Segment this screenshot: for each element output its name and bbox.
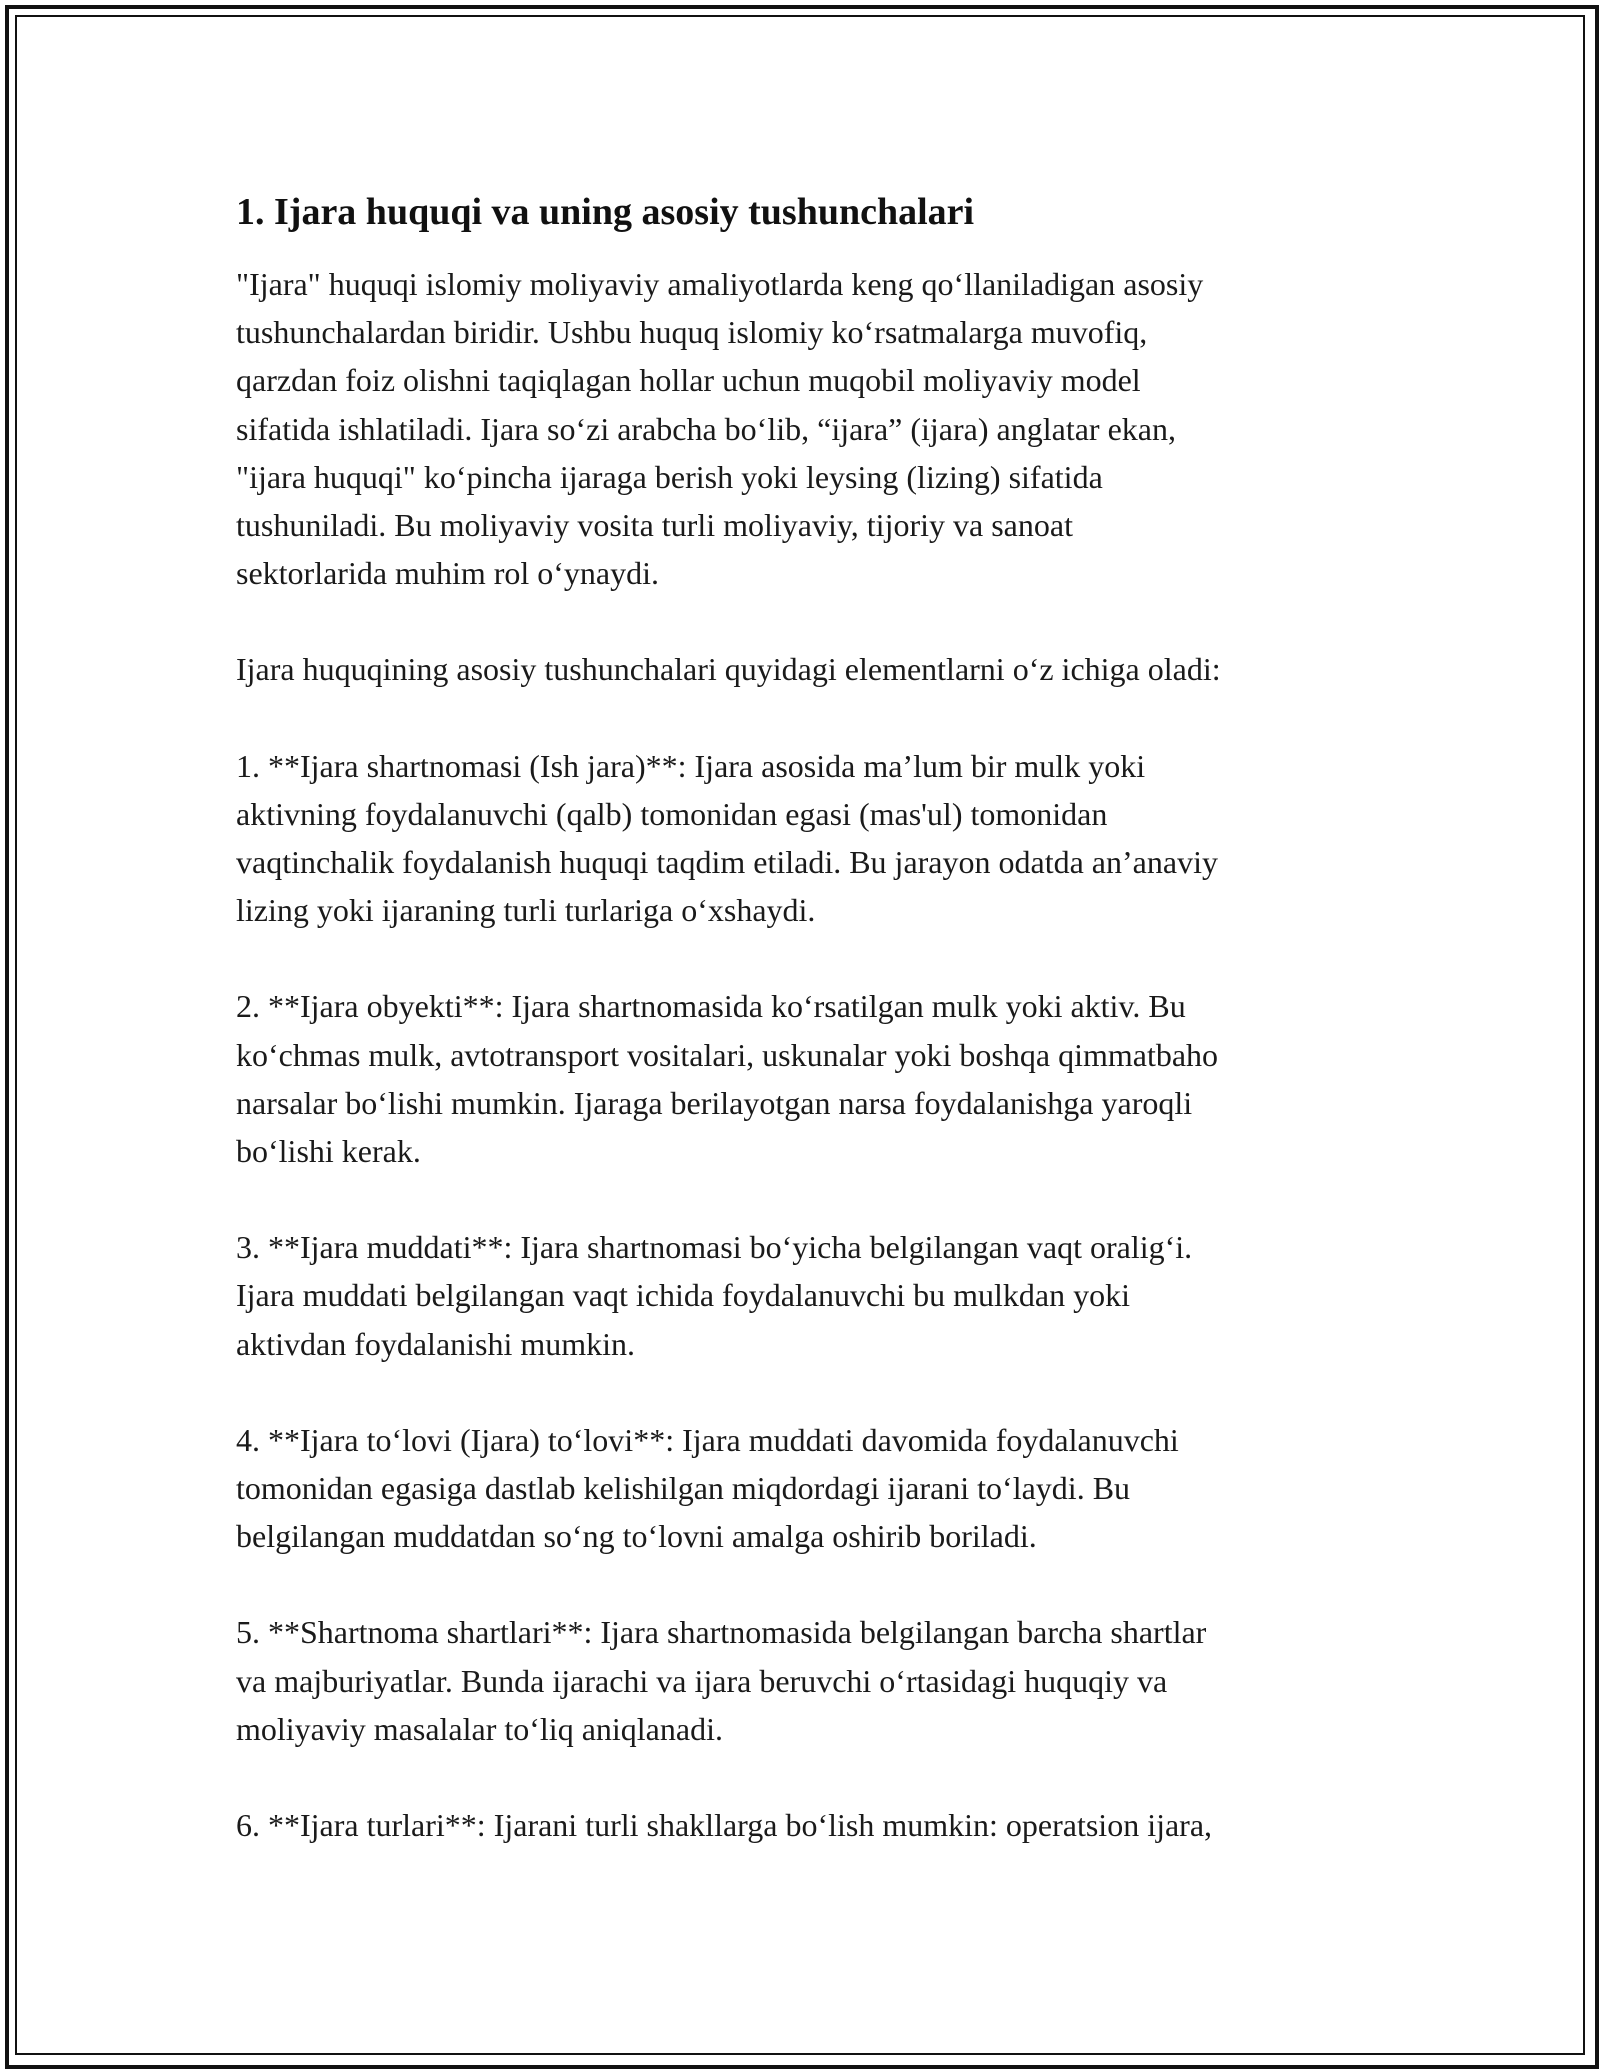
intro-paragraph: "Ijara" huquqi islomiy moliyaviy amaliyotlarda keng qo‘llaniladigan asosiy tushunchalardan biridir. Ushbu huquq islomiy ko‘rsatmalarga muvofiq, qarzdan foiz olishni taqiqlagan hollar uchun muqobil moliyaviy model sifatida ishlatiladi. Ijara so‘zi arabcha bo‘lib, “ijara” (ijara) anglatar ekan, "ijara huquqi" ko‘pincha ijaraga berish yoki leysing (lizing) sifatida tushuniladi. Bu moliyaviy vosita turli moliyaviy, tijoriy va sanoat sektorlarida muhim rol o‘ynaydi. [236,266,1204,592]
list-item-shartnoma-shartlari: 5. **Shartnoma shartlari**: Ijara shartnomasida belgilangan barcha shartlar va majburiyatlar. Bunda ijarachi va ijara beruvchi o‘rtasidagi huquqiy va moliyaviy masalalar to‘liq aniqlanadi. [236,1614,1207,1747]
section-heading: 1. Ijara huquqi va uning asosiy tushunchalari [236,191,975,233]
list-item-ijara-tolovi: 4. **Ijara to‘lovi (Ijara) to‘lovi**: Ijara muddati davomida foydalanuvchi tomonidan egasiga dastlab kelishilgan miqdordagi ijarani to‘laydi. Bu belgilangan muddatdan so‘ng to‘lovni amalga oshirib boriladi. [236,1421,1179,1555]
concepts-lead-paragraph: Ijara huquqining asosiy tushunchalari quyidagi elementlarni o‘z ichiga oladi: [236,651,1221,688]
document-body [236,186,1386,1897]
list-item-ijara-muddati: 3. **Ijara muddati**: Ijara shartnomasi bo‘yicha belgilangan vaqt oralig‘i. Ijara muddati belgilangan vaqt ichida foydalanuvchi bu mulkdan yoki aktivdan foydalanishi mumkin. [236,1229,1193,1362]
list-item-ijara-turlari: 6. **Ijara turlari**: Ijarani turli shakllarga bo‘lish mumkin: operatsion ijara, [236,1807,1213,1844]
list-item-ijara-shartnomasi: 1. **Ijara shartnomasi (Ish jara)**: Ijara asosida ma’lum bir mulk yoki aktivning foydalanuvchi (qalb) tomonidan egasi (mas'ul) tomonidan vaqtinchalik foydalanish huquqi taqdim etiladi. Bu jarayon odatda an’anaviy lizing yoki ijaraning turli turlariga o‘xshaydi. [236,747,1218,929]
list-item-ijara-obyekti: 2. **Ijara obyekti**: Ijara shartnomasida ko‘rsatilgan mulk yoki aktiv. Bu ko‘chmas mulk, avtotransport vositalari, uskunalar yoki boshqa qimmatbaho narsalar bo‘lishi mumkin. Ijaraga berilayotgan narsa foydalanishga yaroqli bo‘lishi kerak. [236,988,1219,1170]
